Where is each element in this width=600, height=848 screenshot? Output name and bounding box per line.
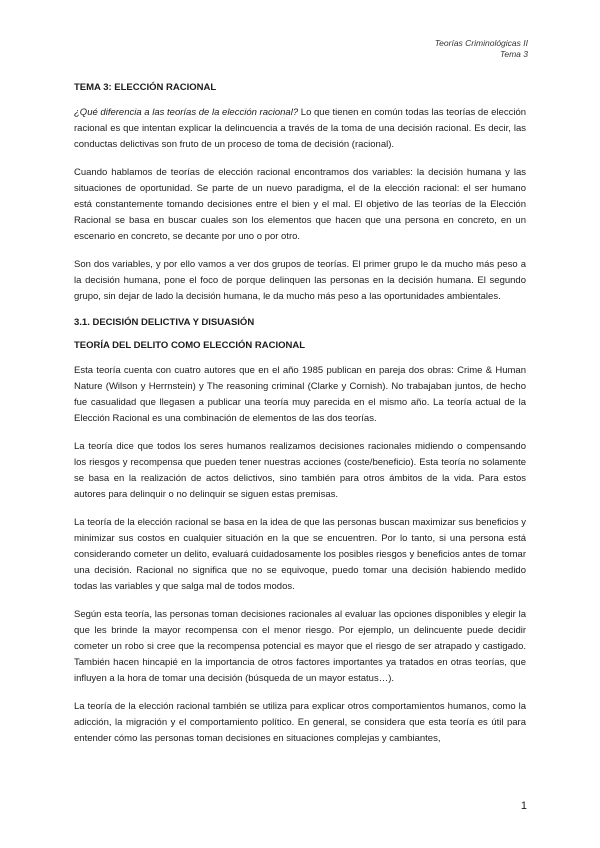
- paragraph: La teoría dice que todos los seres humanos realizamos decisiones racionales midiendo o compensando los riesgos y recompensa que pueden tener nuestras acciones (coste/beneficio). Esta teoría no solamente se basa en la realización de actos delictivos, sino también para otros ámbitos de la vida. Para estos autores para delinquir o no delinquir se siguen estas premisas.: [74, 441, 526, 500]
- header-course: Teorías Criminológicas II: [434, 38, 528, 48]
- paragraph: Según esta teoría, las personas toman decisiones racionales al evaluar las opciones disponibles y elegir la que les brinde la mayor recompensa con el menor riesgo. Por ejemplo, un delincuente puede decidir cometer un robo si cree que la recompensa potencial es mayor que el riesgo de ser atrapado y castigado. También hacen hincapié en la importancia de otros factores importantes ya tratados en otras teorías, que influyen a la hora de tomar una decisión (búsqueda de un mayor estatus…).: [74, 609, 526, 684]
- paragraph: La teoría de la elección racional se basa en la idea de que las personas buscan maximizar sus beneficios y minimizar sus costos en cualquier situación en la que se encuentren. Por lo tanto, si una persona está considerando cometer un delito, evaluará cuidadosamente los posibles riesgos y beneficios antes de tomar una decisión. Racional no significa que no se equivoque, puedo tomar una decisión habiendo medido todas las variables y que salga mal de todos modos.: [74, 517, 526, 592]
- section-heading: 3.1. DECISIÓN DELICTIVA Y DISUASIÓN: [74, 317, 255, 328]
- document-body: [74, 82, 526, 759]
- page-title: TEMA 3: ELECCIÓN RACIONAL: [74, 82, 217, 93]
- intro-question: ¿Qué diferencia a las teorías de la elección racional?: [74, 107, 299, 118]
- paragraph: Esta teoría cuenta con cuatro autores que en el año 1985 publican en pareja dos obras: Crime & Human Nature (Wilson y Herrnstein) y The reasoning criminal (Clarke y Cornish). No trabajaban juntos, de hecho fue casualidad que llegasen a publicar una teoría muy parecida en el mismo año. La teoría actual de la Elección Racional es una combinación de elementos de las dos teorías.: [74, 365, 526, 424]
- subsection-heading: TEORÍA DEL DELITO COMO ELECCIÓN RACIONAL: [74, 340, 305, 351]
- intro-text: Lo que tienen en común todas las teorías de elección racional es que intentan explicar la delincuencia a través de la toma de una decisión racional. Es decir, las conductas delictivas son fruto de un proceso de toma de decisión (racional).: [74, 107, 527, 150]
- page-number: 1: [520, 800, 527, 812]
- paragraph: La teoría de la elección racional también se utiliza para explicar otros comportamientos humanos, como la adicción, la migración y el comportamiento político. En general, se considera que esta teoría es útil para entender cómo las personas toman decisiones en situaciones complejas y cambiantes,: [74, 701, 526, 744]
- paragraph: Cuando hablamos de teorías de elección racional encontramos dos variables: la decisión humana y las situaciones de oportunidad. Se parte de un nuevo paradigma, el de la elección racional: el ser humano está constantemente tomando decisiones entre el bien y el mal. El objetivo de las teorías de la Elección Racional se basa en buscar cuales son los elementos que hacen que una persona en concreto, en un escenario en concreto, se decante por uno o por otro.: [74, 167, 526, 242]
- page-header: [435, 38, 528, 60]
- paragraph: Son dos variables, y por ello vamos a ver dos grupos de teorías. El primer grupo le da mucho más peso a la decisión humana, pone el foco de porque delinquen las personas en la decisión humana. El segundo grupo, sin dejar de lado la decisión humana, le da mucho más peso a las oportunidades ambientales.: [74, 259, 526, 302]
- header-topic: Tema 3: [499, 49, 528, 59]
- intro-paragraph: [74, 105, 526, 153]
